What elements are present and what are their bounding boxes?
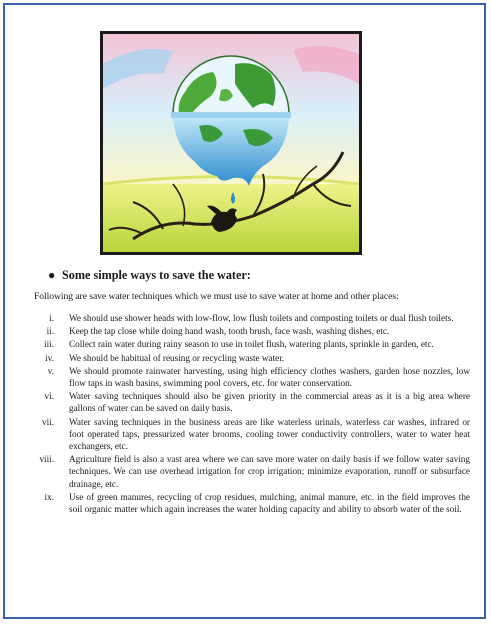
list-item-text: Agriculture field is also a vast area where we can save more water on daily basis if we follow water saving techniques. We can use overhead irrigation for crop irrigation; minimize evaporation, runoff or subsurface drainage, etc. [69,454,470,489]
bullet-icon: ● [48,268,56,282]
list-item-text: Use of green manures, recycling of crop residues, mulching, animal manure, etc. in the field improves the soil organic matter which again increases the water holding capacity and ability to absorb water of the soil. [69,491,470,515]
earth-drop-drawing [103,34,359,252]
list-item [30,390,470,414]
list-item [30,453,470,490]
list-item-number: vii. [42,416,54,427]
intro-paragraph: Following are save water techniques which we must use to save water at home and other places: [34,291,399,302]
earth-water-drop-illustration [100,31,362,255]
list-item [30,416,470,453]
list-item-number: iii. [44,339,54,350]
list-item [30,352,470,364]
list-item-number: ix. [44,491,54,502]
section-heading [48,268,448,283]
list-item-number: v. [47,365,54,376]
list-item-text: Water saving techniques in the business areas are like waterless urinals, waterless car washes, infrared or foot operated taps, pressurized water brooms, cooling tower conductivity controllers, water to water heat exchangers, etc. [69,416,470,452]
heading-text: Some simple ways to save the water: [62,268,251,282]
list-item [30,365,470,389]
list-item-number: ii. [46,326,54,337]
water-saving-tips-list [30,312,470,516]
list-item [30,338,470,350]
list-item-number: vi. [44,391,54,402]
list-item [30,312,470,324]
list-item [30,325,470,337]
list-item-text: Keep the tap close while doing hand wash, tooth brush, face wash, washing dishes, etc. [69,326,390,337]
list-item-text: Collect rain water during rainy season to use in toilet flush, watering plants, sprinkle in garden, etc. [69,339,434,350]
list-item-text: Water saving techniques should also be given priority in the commercial areas as it is a big area where gallons of water can be saved on daily basis. [69,391,470,414]
list-item-text: We should be habitual of reusing or recycling waste water. [69,352,285,363]
list-item [30,491,470,515]
list-item-text: We should use shower heads with low-flow, low flush toilets and composting toilets or dual flush toilets. [69,313,454,323]
list-item-number: viii. [39,454,54,465]
list-item-number: iv. [45,352,54,363]
list-item-number: i. [49,313,54,323]
list-item-text: We should promote rainwater harvesting, using high efficiency clothes washers, garden hose nozzles, low flow taps in wash basins, swimming pool covers, etc. for water conservation. [69,365,470,389]
